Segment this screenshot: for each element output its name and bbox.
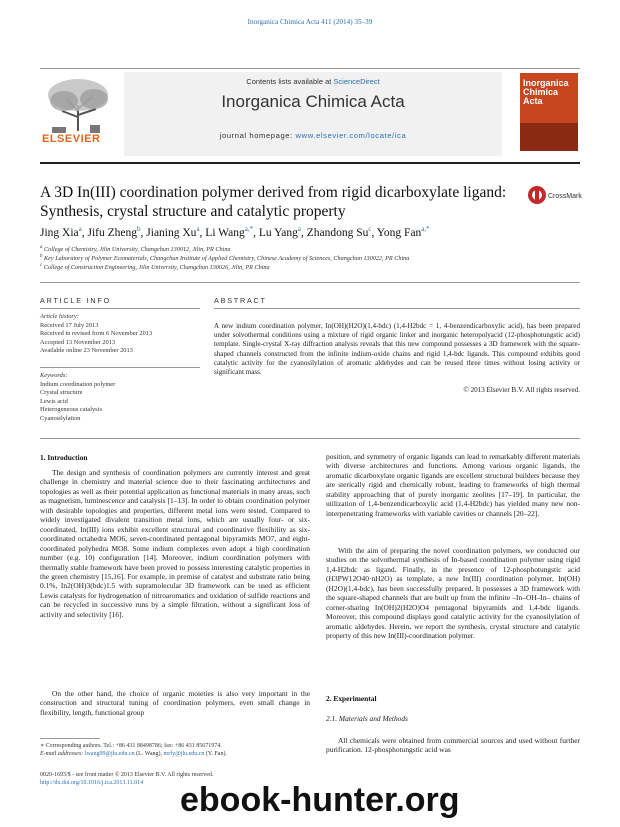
abstract-heading: ABSTRACT — [214, 296, 267, 305]
author-name: Zhandong Su — [306, 226, 369, 239]
author-affiliation-mark[interactable]: c — [368, 225, 372, 233]
keywords-rule — [40, 367, 200, 368]
header-bottom-rule — [40, 162, 580, 164]
author-affiliation-mark[interactable]: a — [297, 225, 301, 233]
journal-homepage — [124, 131, 502, 140]
email-link-fan[interactable]: mrfy@jlu.edu.cn — [163, 751, 205, 757]
keyword: Indium coordination polymer — [40, 380, 116, 388]
corresponding-author-line: ∗ Corresponding authors. Tel.: +86 431 88498786; fax: +86 431 85671974. — [40, 743, 222, 749]
email-label: E-mail addresses: — [40, 751, 85, 757]
author-list: Jing Xia$^a$, Jifu Zheng$^b$, Jianing Xu$^a$, Li Wang$^{a,*}$, Lu Yang$^a$, Zhandong Su$^c$, Yong Fan$^{a,*}$ — [40, 225, 430, 239]
journal-citation[interactable]: Inorganica Chimica Acta 411 (2014) 35–39 — [247, 18, 373, 26]
intro-paragraph-4: With the aim of preparing the novel coordination polymers, we conducted our studies on the solvothermal synthesis of In-based coordination polymer using rigid 1,4-H2bdc as ligand. Finally, in the presence of 12-phosphotungstic acid (H3PW12O40·nH2O) as template, a new In(III) coordination polymer, In(OH)(H2O)(1,4-bdc), has been successfully prepared. It possesses a 3D framework with the square-shaped channels that are built up from the infinite –In–OH–In– chains of corner-sharing In(OH)2(H2O)O4 pentagonal bipyramids and 1,4-bdc ligands. Moreover, this compound displays good catalytic activity for the cyanosilylation of aromatic aldehydes. Herein, we report the synthesis, crystal structure and catalytic property of this new In(III)-coordination polymer. — [326, 546, 580, 641]
author-affiliation-mark[interactable]: b — [137, 225, 141, 233]
author-affiliation-mark[interactable]: a,* — [244, 225, 254, 233]
homepage-link[interactable]: www.elsevier.com/locate/ica — [295, 131, 407, 140]
keyword: Heterogeneous catalysis — [40, 406, 102, 414]
affil-rule — [40, 282, 580, 283]
history-accepted: Accepted 13 November 2013 — [40, 338, 116, 346]
sciencedirect-link[interactable]: ScienceDirect — [333, 77, 380, 86]
paper-title: A 3D In(III) coordination polymer derived from rigid dicarboxylate ligand: Synthesis, crystal structure and catalytic property — [40, 184, 507, 220]
keyword: Cyanosilylation — [40, 414, 81, 422]
affiliation-a: $^a$ College of Chemistry, Jilin University, Changchun 130012, Jilin, PR China — [40, 245, 231, 254]
email-owner: (Y. Fan). — [204, 751, 227, 757]
crossmark-icon[interactable] — [527, 185, 547, 205]
homepage-prefix: journal homepage: — [219, 131, 296, 140]
author-name: Jing Xia — [40, 226, 79, 239]
abstract-bottom-rule — [40, 438, 580, 439]
abstract-rule — [214, 308, 580, 309]
author-affiliation-mark[interactable]: a,* — [421, 225, 430, 233]
crossmark-label[interactable]: CrossMark — [548, 193, 582, 200]
article-history — [40, 313, 205, 356]
header-top-rule — [40, 68, 580, 69]
affiliation-c: $^c$ College of Construction Engineering, Jilin University, Changchun 130026, Jilin, PR China — [40, 263, 270, 272]
history-revised: Received in revised form 6 November 2013 — [40, 330, 153, 338]
elsevier-wordmark: ELSEVIER — [42, 133, 101, 145]
history-label: Article history: — [40, 313, 79, 320]
history-online: Available online 23 November 2013 — [40, 347, 133, 355]
intro-paragraph-3: position, and symmetry of organic ligands can lead to remarkably different materials with diverse architectures and functions. Among various organic ligands, the aromatic dicarboxylate organic ligands are excellent structural builders because they are sterically rigid and chemically robust, leading to frameworks of high thermal stability approaching that of purely inorganic zeolites [17–19]. In particular, the utilization of 1,4-benzendicarboxylic acid (1,4-H2bdc) has yielded many new non-interpenetrating frameworks with variable cavities or channels [20–22]. — [326, 452, 580, 518]
author-affiliation-mark[interactable]: a — [78, 225, 82, 233]
watermark-text: ebook-hunter.org — [180, 781, 460, 819]
keyword: Lewis acid — [40, 397, 68, 405]
section-2-heading: 2. Experimental — [326, 694, 377, 703]
article-info-heading: ARTICLE INFO — [40, 296, 111, 305]
keyword: Crystal structure — [40, 389, 83, 397]
keywords-label: Keywords: — [40, 372, 68, 379]
article-info-rule — [40, 308, 200, 309]
journal-cover — [520, 73, 578, 151]
email-line — [40, 750, 310, 758]
author-name: Li Wang — [205, 226, 245, 239]
keywords-block — [40, 372, 205, 424]
section-2-1-heading: 2.1. Materials and Methods — [326, 714, 408, 723]
doi-link[interactable]: http://dx.doi.org/10.1016/j.ica.2013.11.014 — [40, 780, 144, 786]
author-name: Lu Yang — [258, 226, 298, 239]
abstract-text: A new indium coordination polymer, In(OH)(H2O)(1,4-bdc) (1,4-H2bdc = 1, 4-benzendicarboxylic acid), has been prepared under solvothermal conditions using a mixture of rigid organic linker and inorganic heteropolyacid (12-phosphotungstic acid) template. Single-crystal X-ray diffraction analysis reveals that this new compound possesses a 3D framework with the square-shaped channels constructed from the infinite indium-oxide chains and rigid 1,4-bdc ligands. This compound exhibits good catalytic activity for the cyanosilylation of aromatic aldehydes and can be reused three times without losing activity or significant mass. — [214, 322, 580, 377]
corresponding-footnote — [40, 742, 310, 758]
intro-paragraph-2: On the other hand, the choice of organic moieties is also very important in the construction and structural tuning of coordination polymers, even small change in flexibility, length, functional group — [40, 689, 310, 717]
author-affiliation-mark[interactable]: a — [196, 225, 200, 233]
abstract-copyright: © 2013 Elsevier B.V. All rights reserved. — [463, 386, 580, 394]
journal-title: Inorganica Chimica Acta — [221, 92, 405, 111]
methods-paragraph: All chemicals were obtained from commercial sources and used without further purification. 12-phosphotungstic acid was — [326, 736, 580, 755]
contents-prefix: Contents lists available at — [246, 77, 334, 86]
section-1-heading: 1. Introduction — [40, 453, 88, 462]
author-name: Jianing Xu — [146, 226, 197, 239]
affiliation-b: $^b$ Key Laboratory of Polymer Ecomaterials, Changchun Institute of Applied Chemistry, Chinese Academy of Sciences, Changchun 130022, PR China — [40, 254, 410, 263]
footnote-rule — [40, 738, 100, 739]
contents-line — [124, 77, 502, 86]
author-name: Yong Fan — [376, 226, 422, 239]
email-owner: (L. Wang), — [134, 751, 164, 757]
email-link-wang[interactable]: lwang99@jlu.edu.cn — [84, 751, 135, 757]
intro-paragraph-1: The design and synthesis of coordination polymers are currently interest and great challenge in chemistry and material science due to their fascinating architectures and topologies as well as their potential application as functional materials in many areas, such as magnetism, luminescence and catalysis [1–13]. In order to obtain coordination polymer with desirable topologies and properties, different metal ions were tested. Compared to widely investigated divalent transition metal ions, which are usually four- or six-coordinated, In(III) ions exhibit excellent structural and coordinative flexibility as six-coordinated octahedra MO6, seven-coordinated pentagonal bipyramids MO7, and eight-coordinated polyhedra MO8. Some indium complexes even adopt a high coordination number (e.g. 10) configuration [14]. Moreover, indium coordination polymers with thermally stable framework have been proved to possess interesting catalytic properties in the green chemistry [15,16]. For example, in premise of catalyst and substrate ratio being 0.1%, In2(OH)3(bdc)1.5 with supramolecular 3D framework can be used as efficient Lewis catalysts for hydrogenation of nitroaromatics and oxidation of sulfide reactions and can be recycled in successive runs by a simple filtration, without a significant loss of activity and selectivity [16]. — [40, 468, 310, 619]
front-matter-line: 0020-1693/$ - see front matter © 2013 Elsevier B.V. All rights reserved. — [40, 772, 214, 778]
history-received: Received 17 July 2013 — [40, 321, 99, 329]
cover-image-block — [520, 123, 578, 151]
cover-title: Inorganica Chimica Acta — [523, 78, 569, 106]
author-name: Jifu Zheng — [87, 226, 138, 239]
